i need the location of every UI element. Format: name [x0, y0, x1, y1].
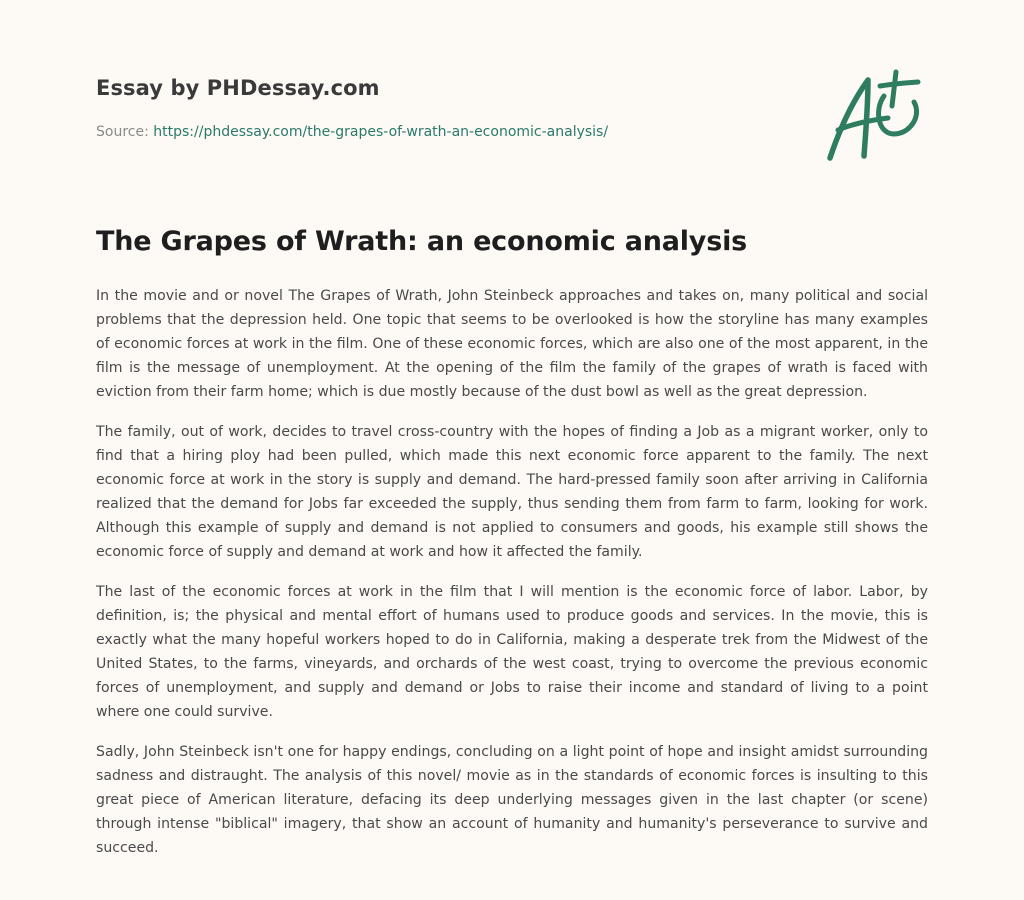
essay-paragraph: In the movie and or novel The Grapes of Wrath, John Steinbeck approaches and takes on, many political and social problems that the depression held. One topic that seems to be overlooked is how the storyline has many examples of economic forces at work in the film. One of these economic forces, which are also one of the most apparent, in the film is the message of unemployment. At the opening of the film the family of the grapes of wrath is faced with eviction from their farm home; which is due mostly because of the dust bowl as well as the great depression.	[96, 288, 928, 400]
essay-body	[96, 284, 928, 876]
a-plus-icon	[818, 66, 930, 166]
essay-paragraph: Sadly, John Steinbeck isn't one for happy endings, concluding on a light point of hope and insight amidst surrounding sadness and distraught. The analysis of this novel/ movie as in the standards of economic forces is insulting to this great piece of American literature, defacing its deep underlying messages given in the last chapter (or scene) through intense "biblical" imagery, that show an account of humanity and humanity's perseverance to survive and succeed.	[96, 744, 928, 856]
source-label: Source:	[96, 124, 154, 140]
essay-paragraph: The last of the economic forces at work in the film that I will mention is the economic force of labor. Labor, by definition, is; the physical and mental effort of humans used to produce goods and services. In the movie, this is exactly what the many hopeful workers hoped to do in California, making a desperate trek from the Midwest of the United States, to the farms, vineyards, and orchards of the west coast, trying to overcome the previous economic forces of unemployment, and supply and demand or Jobs to raise their income and standard of living to a point where one could survive.	[96, 584, 928, 720]
essay-paragraph: The family, out of work, decides to travel cross-country with the hopes of finding a Job as a migrant worker, only to find that a hiring ploy had been pulled, which made this next economic force apparent to the family. The next economic force at work in the story is supply and demand. The hard-pressed family soon after arriving in California realized that the demand for Jobs far exceeded the supply, thus sending them from farm to farm, looking for work. Although this example of supply and demand is not applied to consumers and goods, his example still shows the economic force of supply and demand at work and how it affected the family.	[96, 424, 928, 560]
brand-title: Essay by PHDessay.com	[96, 76, 380, 100]
source-link[interactable]: https://phdessay.com/the-grapes-of-wrath-an-economic-analysis/	[153, 124, 609, 140]
page-header	[96, 76, 928, 176]
essay-title: The Grapes of Wrath: an economic analysis	[96, 226, 748, 257]
source-line	[96, 124, 928, 140]
